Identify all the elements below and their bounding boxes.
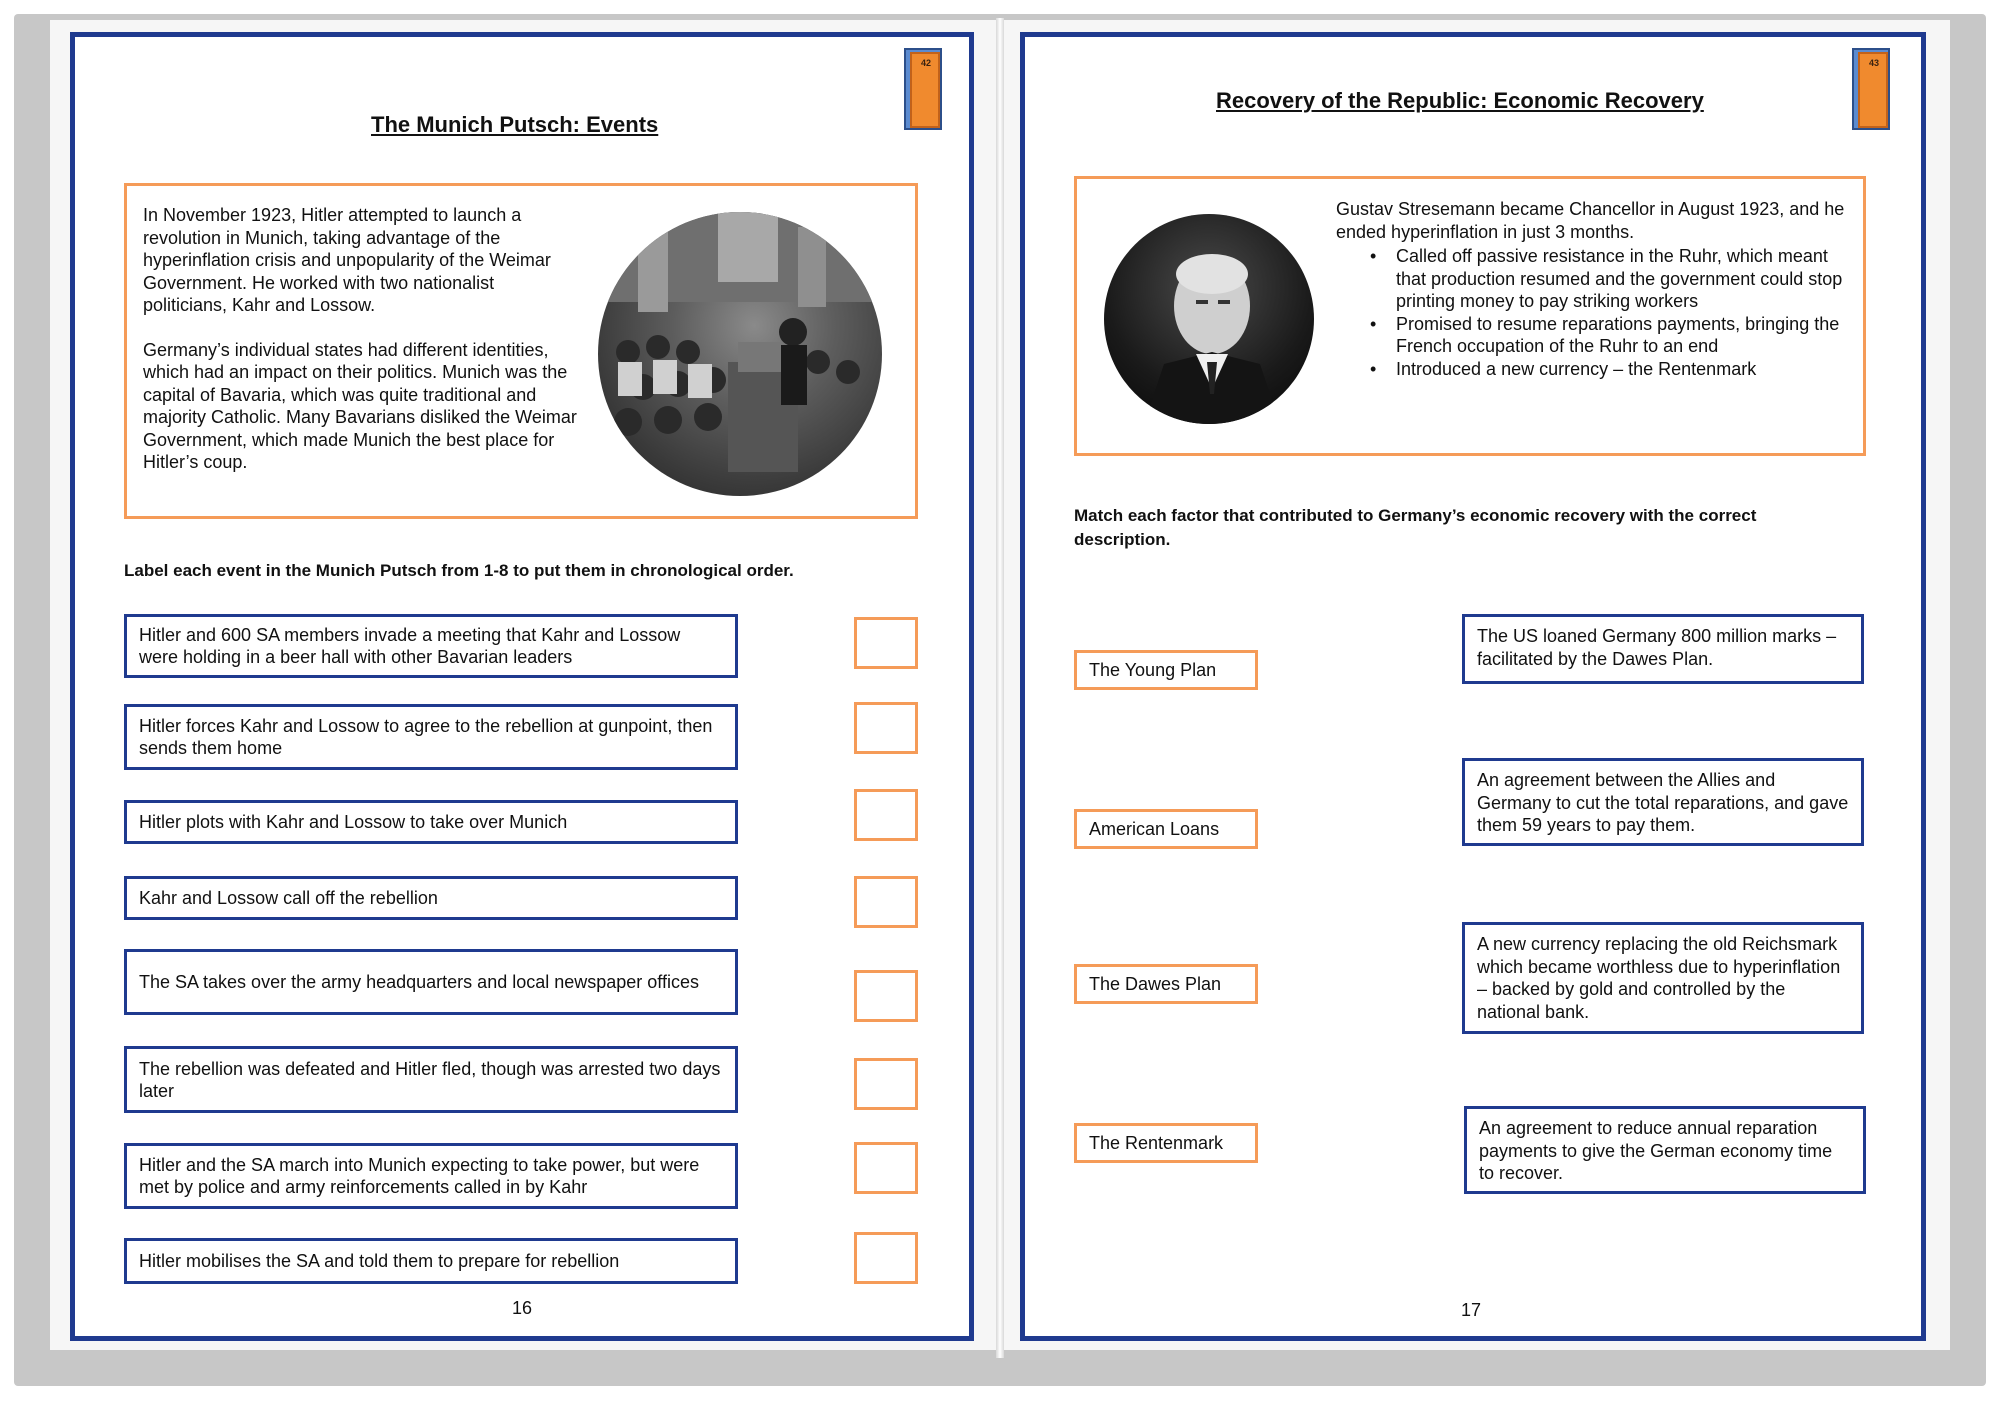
event-card: The SA takes over the army headquarters and local newspaper offices [124, 949, 738, 1015]
factor-card[interactable]: American Loans [1074, 809, 1258, 849]
answer-box[interactable] [854, 702, 918, 754]
intro-bullet: • Introduced a new currency – the Rentenmark [1336, 358, 1846, 381]
description-card[interactable]: An agreement between the Allies and Germany to cut the total reparations, and gave them 59 years to pay them. [1462, 758, 1864, 846]
factor-card[interactable]: The Dawes Plan [1074, 964, 1258, 1004]
event-card: Hitler and 600 SA members invade a meeting that Kahr and Lossow were holding in a beer hall with other Bavarian leaders [124, 614, 738, 678]
answer-box[interactable] [854, 789, 918, 841]
door-icon [904, 48, 944, 132]
book-spine [996, 18, 1004, 1358]
intro-bullet: • Called off passive resistance in the Ruhr, which meant that production resumed and the government could stop printing money to pay striking workers [1336, 245, 1846, 313]
answer-box[interactable] [854, 1142, 918, 1194]
intro-lead: Gustav Stresemann became Chancellor in August 1923, and he ended hyperinflation in just 3 months. [1336, 199, 1845, 242]
event-card: Hitler and the SA march into Munich expecting to take power, but were met by police and army reinforcements called in by Kahr [124, 1143, 738, 1209]
intro-paragraph: Germany’s individual states had different identities, which had an impact on their politics. Munich was the capital of Bavaria, which was quite traditional and majority Catholic. Many Bavarians disliked the Weimar Government, which made Munich the best place for Hitler’s coup. [143, 339, 577, 472]
instruction-text: Label each event in the Munich Putsch from 1-8 to put them in chronological order. [124, 561, 794, 580]
door-number-label: 43 [1869, 58, 1880, 68]
event-card: Hitler plots with Kahr and Lossow to take over Munich [124, 800, 738, 844]
door-icon [1852, 48, 1892, 132]
event-card: Hitler forces Kahr and Lossow to agree to the rebellion at gunpoint, then sends them home [124, 704, 738, 770]
factor-card[interactable]: The Rentenmark [1074, 1123, 1258, 1163]
event-card: The rebellion was defeated and Hitler fled, though was arrested two days later [124, 1046, 738, 1113]
page-number: 17 [1461, 1300, 1482, 1320]
intro-paragraph: In November 1923, Hitler attempted to launch a revolution in Munich, taking advantage of the hyperinflation crisis and unpopularity of the Weimar Government. He worked with two nationalist politicians, Kahr and Lossow. [143, 205, 551, 315]
factor-card[interactable]: The Young Plan [1074, 650, 1258, 690]
page-number: 16 [512, 1298, 533, 1318]
intro-text [1336, 198, 1846, 380]
description-card[interactable]: A new currency replacing the old Reichsmark which became worthless due to hyperinflation – backed by gold and controlled by the national bank. [1462, 922, 1864, 1034]
answer-box[interactable] [854, 876, 918, 928]
page-title: The Munich Putsch: Events [371, 112, 659, 137]
answer-box[interactable] [854, 1232, 918, 1284]
intro-text [143, 204, 583, 474]
answer-box[interactable] [854, 970, 918, 1022]
answer-box[interactable] [854, 617, 918, 669]
intro-bullet: • Promised to resume reparations payments, bringing the French occupation of the Ruhr to an end [1336, 313, 1846, 358]
event-card: Kahr and Lossow call off the rebellion [124, 876, 738, 920]
door-number-label: 42 [921, 58, 932, 68]
description-card[interactable]: The US loaned Germany 800 million marks – facilitated by the Dawes Plan. [1462, 614, 1864, 684]
description-card[interactable]: An agreement to reduce annual reparation payments to give the German economy time to recover. [1464, 1106, 1866, 1194]
instruction-text: Match each factor that contributed to Germany’s economic recovery with the correct description. [1074, 506, 1757, 549]
beer-hall-photo [598, 212, 882, 496]
intro-bullet-list [1336, 245, 1846, 380]
event-card: Hitler mobilises the SA and told them to prepare for rebellion [124, 1238, 738, 1284]
stresemann-portrait [1104, 214, 1314, 424]
page-title: Recovery of the Republic: Economic Recovery [1216, 88, 1704, 113]
answer-box[interactable] [854, 1058, 918, 1110]
